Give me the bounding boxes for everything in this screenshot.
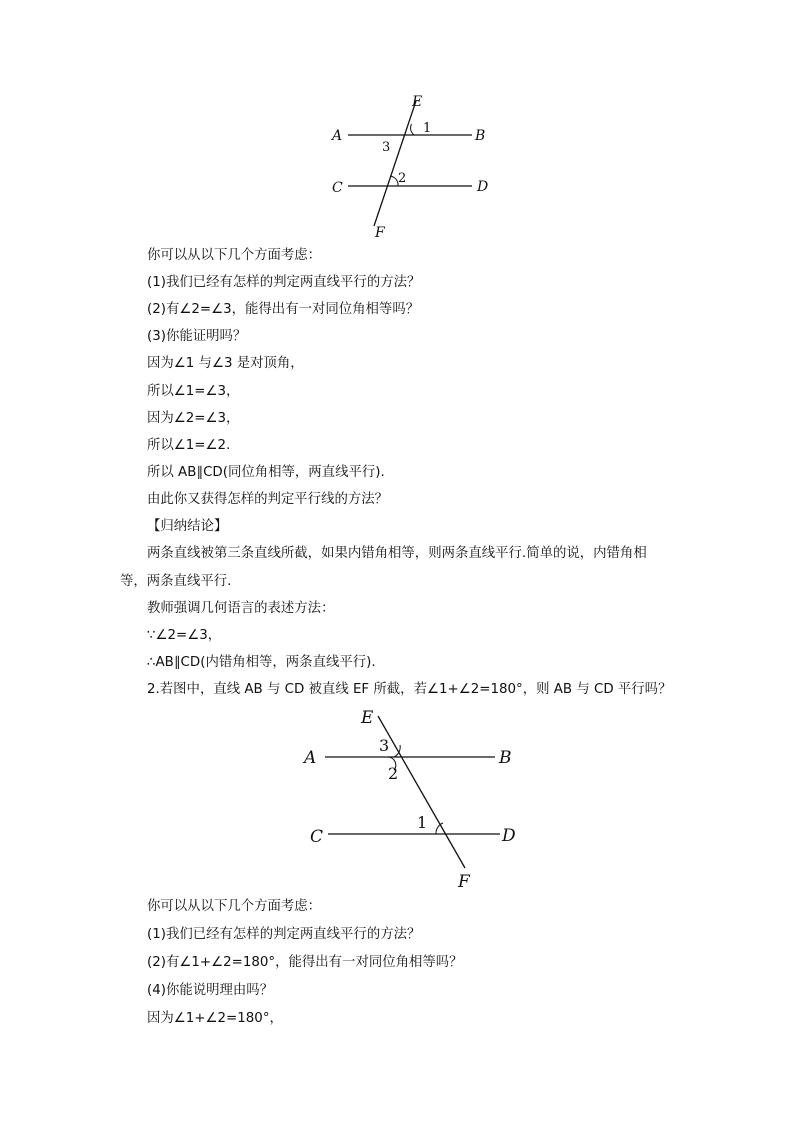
text-line: 所以∠1=∠3，: [147, 384, 240, 399]
text-line: 由此你又获得怎样的判定平行线的方法？: [147, 492, 389, 507]
text-line: 所以∠1=∠2.: [147, 438, 231, 453]
label-b: B: [499, 748, 512, 768]
text-line: (4)你能说明理由吗？: [147, 983, 274, 998]
label-d: D: [502, 826, 516, 846]
label-angle-1: 1: [423, 121, 432, 136]
label-e: E: [361, 708, 374, 728]
conclusion-paragraph: 两条直线被第三条直线所截，如果内错角相等，则两条直线平行.简单的说，内错角相等，两条直线平行.: [120, 546, 647, 589]
label-f: F: [375, 225, 385, 240]
text-line: 教师强调几何语言的表述方法：: [147, 601, 335, 616]
text-line: 因为∠1 与∠3 是对顶角，: [147, 356, 304, 371]
text-line: 你可以从以下几个方面考虑：: [147, 248, 322, 263]
text-line: ∵∠2=∠3，: [147, 628, 222, 643]
label-angle-1: 1: [417, 813, 428, 832]
label-d: D: [477, 179, 489, 195]
text-line: 因为∠1+∠2=180°，: [147, 1011, 283, 1026]
label-angle-3: 3: [379, 736, 390, 755]
text-line: (3)你能证明吗？: [147, 329, 247, 344]
figure-2-parallel-lines: [300, 704, 530, 894]
label-c: C: [332, 180, 343, 196]
text-line: (2)有∠1+∠2=180°，能得出有一对同位角相等吗？: [147, 955, 463, 970]
label-angle-3: 3: [382, 140, 391, 155]
label-angle-2: 2: [398, 171, 407, 186]
line-ef: [374, 101, 416, 226]
text-line: (1)我们已经有怎样的判定两直线平行的方法？: [147, 927, 421, 942]
label-f: F: [458, 872, 470, 892]
question-2: 2.若图中，直线 AB 与 CD 被直线 EF 所截，若∠1+∠2=180°，则 AB 与 CD 平行吗？: [147, 682, 672, 697]
label-e: E: [412, 94, 423, 110]
label-c: C: [310, 827, 324, 847]
angle-2-arc: [390, 176, 398, 186]
text-line: (2)有∠2=∠3，能得出有一对同位角相等吗？: [147, 302, 420, 317]
label-a: A: [304, 748, 317, 768]
section-heading: 【归纳结论】: [147, 519, 228, 534]
label-a: A: [332, 128, 343, 144]
label-b: B: [475, 128, 486, 144]
text-line: 你可以从以下几个方面考虑：: [147, 899, 322, 914]
angle-1-arc: [411, 124, 414, 135]
text-line: ∴AB∥CD(内错角相等，两条直线平行).: [147, 655, 376, 670]
text-line: 因为∠2=∠3，: [147, 411, 240, 426]
text-line: (1)我们已经有怎样的判定两直线平行的方法？: [147, 275, 421, 290]
figure-1-parallel-lines: [320, 88, 520, 240]
text-line: 所以 AB∥CD(同位角相等，两直线平行).: [147, 465, 385, 480]
label-angle-2: 2: [388, 764, 399, 783]
line-ef: [378, 716, 465, 868]
